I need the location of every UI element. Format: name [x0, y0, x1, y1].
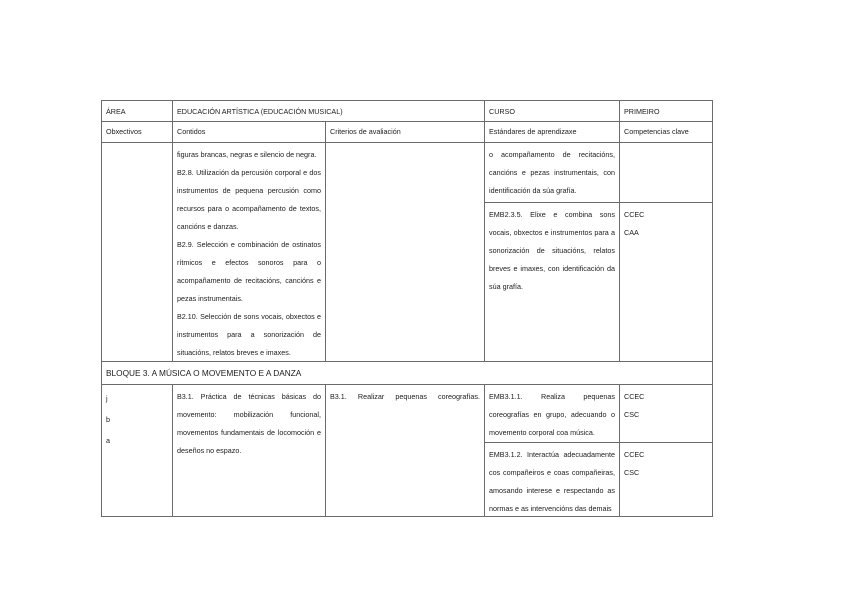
competencia-item: CSC: [624, 468, 640, 477]
b3-criterios-cell: [326, 385, 485, 517]
b2-contidos-cell: [173, 143, 326, 362]
contidos-paragraph: B2.8. Utilización da percusión corporal e dos instrumentos de pequena percusión como recursos para o acompañamento de textos, cancións e danzas.: [177, 168, 321, 231]
estandar-text: EMB3.1.1. Realiza pequenas coreografías en grupo, adecuando o movemento corporal coa música.: [489, 392, 615, 437]
curriculum-table: [101, 100, 713, 517]
estandar-text: EMB3.1.2. Interactúa adecuadamente cos compañeiros e coas compañeiras, amosando interese e respectando as normas e as intervencións das demais: [489, 450, 615, 513]
contidos-paragraph: B3.1. Práctica de técnicas básicas do movemento: mobilización funcional, movementos fundamentais de locomoción e deseños no espazo.: [177, 392, 321, 455]
competencia-item: CCEC: [624, 210, 645, 219]
b3-estandar-emb311-cell: [485, 385, 620, 443]
b3-contidos-cell: [173, 385, 326, 517]
bloque3-title-row: BLOQUE 3. A MÚSICA O MOVEMENTO E A DANZA: [102, 362, 713, 385]
header-competencias-cell: Competencias clave: [620, 122, 713, 143]
criterio-text: B3.1. Realizar pequenas coreografías.: [330, 392, 480, 401]
b2-obxectivos-empty-cell: [102, 143, 173, 362]
header-curso-value-cell: PRIMEIRO: [620, 101, 713, 122]
contidos-paragraph: B2.9. Selección e combinación de ostinatos rítmicos e efectos sonoros para o acompañamento de recitacións, cancións e pezas instrumentais.: [177, 240, 321, 303]
header-obxectivos-cell: Obxectivos: [102, 122, 173, 143]
obxectivo-item: a: [106, 436, 110, 445]
b3-obxectivos-cell: [102, 385, 173, 517]
header-estandares-cell: Estándares de aprendizaxe: [485, 122, 620, 143]
competencia-item: CCEC: [624, 392, 645, 401]
header-area-cell: ÁREA: [102, 101, 173, 122]
header-subject-cell: EDUCACIÓN ARTÍSTICA (EDUCACIÓN MUSICAL): [173, 101, 485, 122]
b2-estandar-continuation-cell: [485, 143, 620, 203]
b3-estandar-emb312-cell: [485, 443, 620, 517]
b2-estandar-emb235-cell: [485, 203, 620, 362]
contidos-paragraph: figuras brancas, negras e silencio de negra.: [177, 150, 317, 159]
b2-competencias-cell: [620, 203, 713, 362]
b2-criterios-empty-cell: [326, 143, 485, 362]
obxectivo-item: j: [106, 394, 108, 403]
competencia-item: CSC: [624, 410, 640, 419]
obxectivo-item: b: [106, 415, 110, 424]
estandar-text: o acompañamento de recitacións, cancións e pezas instrumentais, con identificación da súa grafía.: [489, 150, 615, 195]
b2-competencias-empty-cell: [620, 143, 713, 203]
competencia-item: CCEC: [624, 450, 645, 459]
header-curso-cell: CURSO: [485, 101, 620, 122]
header-criterios-cell: Criterios de avaliación: [326, 122, 485, 143]
competencia-item: CAA: [624, 228, 639, 237]
b3-competencias-1-cell: [620, 385, 713, 443]
estandar-text: EMB2.3.5. Elixe e combina sons vocais, obxectos e instrumentos para a sonorización de situacións, relatos breves e imaxes, con identificación da súa grafía.: [489, 210, 615, 291]
b3-competencias-2-cell: [620, 443, 713, 517]
contidos-paragraph: B2.10. Selección de sons vocais, obxectos e instrumentos para a sonorización de situacións, relatos breves e imaxes.: [177, 312, 321, 357]
header-contidos-cell: Contidos: [173, 122, 326, 143]
